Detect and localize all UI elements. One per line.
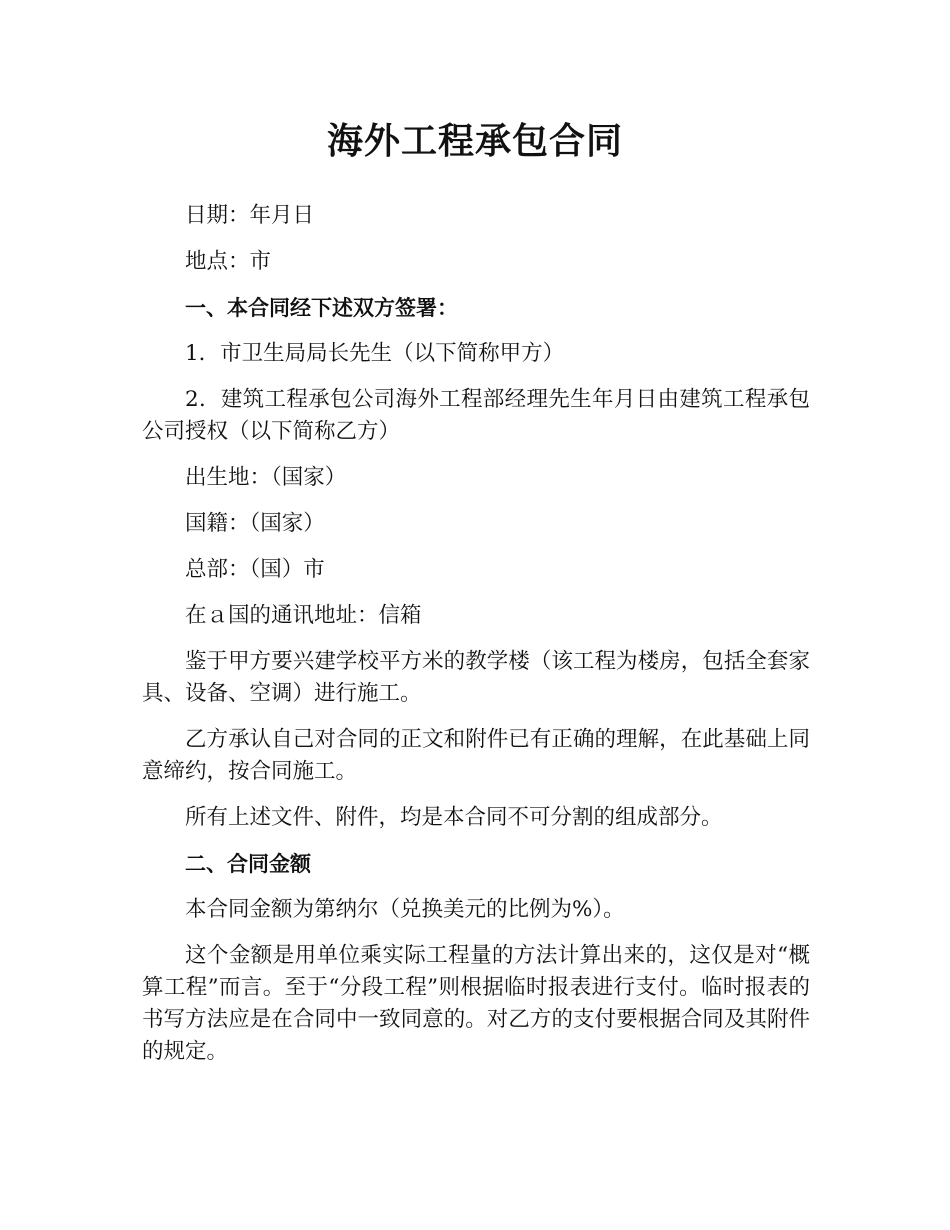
paragraph-date: 日期：年月日: [185, 203, 315, 228]
paragraph-calculation: 这个金额是用单位乘实际工程量的方法计算出来的，这仅是对“概算工程”而言。至于“分段工程”则根据临时报表进行支付。临时报表的书写方法应是在合同中一致同意的。对乙方的支付要根据合同及其附件的规定。: [142, 943, 810, 1064]
paragraph-party-b: 2．建筑工程承包公司海外工程部经理先生年月日由建筑工程承包公司授权（以下简称乙方）: [142, 387, 810, 444]
paragraph-party-a: 1．市卫生局局长先生（以下简称甲方）: [185, 341, 565, 366]
paragraph-birthplace: 出生地：（国家）: [185, 465, 347, 490]
paragraph-headquarters: 总部：（国）市: [185, 557, 325, 582]
paragraph-attachments: 所有上述文件、附件，均是本合同不可分割的组成部分。: [185, 805, 723, 830]
paragraph-address: 在ａ国的通讯地址：信箱: [185, 603, 422, 628]
document-body: [142, 200, 810, 1082]
section-heading-2: 二、合同金额: [185, 852, 311, 876]
paragraph-acknowledgement: 乙方承认自己对合同的正文和附件已有正确的理解，在此基础上同意缔约，按合同施工。: [142, 727, 810, 784]
paragraph-nationality: 国籍：（国家）: [185, 511, 325, 536]
paragraph-location: 地点：市: [185, 249, 272, 274]
paragraph-whereas: 鉴于甲方要兴建学校平方米的教学楼（该工程为楼房，包括全套家具、设备、空调）进行施工。: [142, 649, 810, 706]
section-heading-1: 一、本合同经下述双方签署：: [185, 296, 458, 320]
document-title: 海外工程承包合同: [326, 121, 623, 162]
paragraph-amount: 本合同金额为第纳尔（兑换美元的比例为%）。: [185, 897, 625, 922]
